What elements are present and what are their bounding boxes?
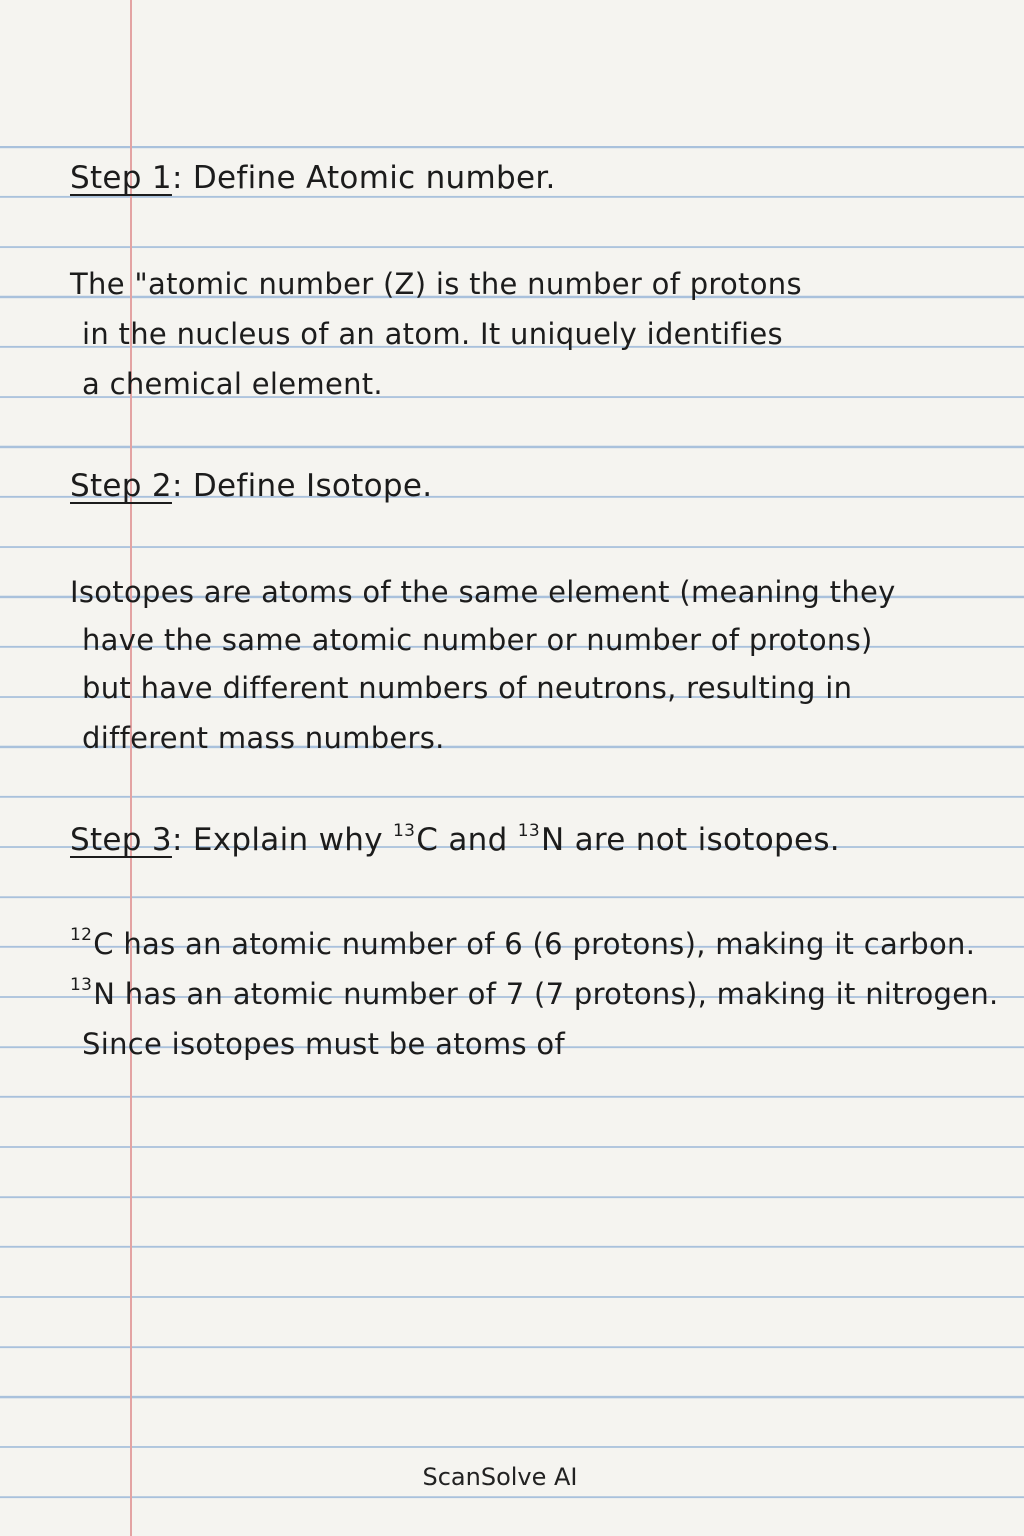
step-3-body-line-3: Since isotopes must be atoms of (82, 1027, 565, 1061)
step-2-heading (70, 466, 432, 506)
brand-watermark: ScanSolve AI (422, 1463, 578, 1491)
isotope-nitrogen-13 (70, 977, 115, 1011)
step-1-body-line-3: a chemical element. (82, 367, 383, 401)
element-symbol: N (540, 822, 565, 858)
step-3-title-before: : Explain why (171, 822, 394, 858)
element-symbol: N (93, 977, 116, 1011)
step-3-label: Step 3 (70, 822, 172, 858)
step-3-body-line-2 (70, 974, 999, 1014)
step-3-body-text-2: has an atomic number of 7 (7 protons), making it nitrogen. (115, 977, 999, 1011)
element-symbol: C (93, 927, 114, 961)
isotope-mass-number: 13 (70, 975, 93, 995)
step-1-title: : Define Atomic number. (171, 160, 556, 196)
step-3-heading (70, 820, 840, 860)
isotope-nitrogen-13 (518, 822, 565, 858)
element-symbol: C (416, 822, 439, 858)
step-1-label: Step 1 (70, 160, 172, 196)
step-2-body-line-2: have the same atomic number or number of protons) (82, 623, 873, 657)
step-3-body-text-1: has an atomic number of 6 (6 protons), making it carbon. (113, 927, 976, 961)
step-3-title-mid: and (438, 822, 518, 858)
step-1-body-line-1: The "atomic number (Z) is the number of protons (70, 267, 802, 301)
margin-line (130, 0, 132, 1536)
isotope-mass-number: 13 (517, 821, 540, 841)
step-2-title: : Define Isotope. (171, 468, 433, 504)
step-3-title-after: are not isotopes. (564, 822, 840, 858)
step-1-body-line-2: in the nucleus of an atom. It uniquely identifies (82, 317, 783, 351)
step-2-body-line-4: different mass numbers. (82, 721, 445, 755)
isotope-mass-number: 12 (70, 925, 93, 945)
isotope-carbon-13 (393, 822, 438, 858)
step-2-body-line-1: Isotopes are atoms of the same element (meaning they (70, 575, 896, 609)
step-2-label: Step 2 (70, 468, 172, 504)
step-3-body-line-1 (70, 924, 975, 964)
isotope-mass-number: 13 (393, 821, 416, 841)
step-1-heading (70, 158, 556, 198)
step-2-body-line-3: but have different numbers of neutrons, resulting in (82, 671, 853, 705)
isotope-carbon-12 (70, 927, 114, 961)
